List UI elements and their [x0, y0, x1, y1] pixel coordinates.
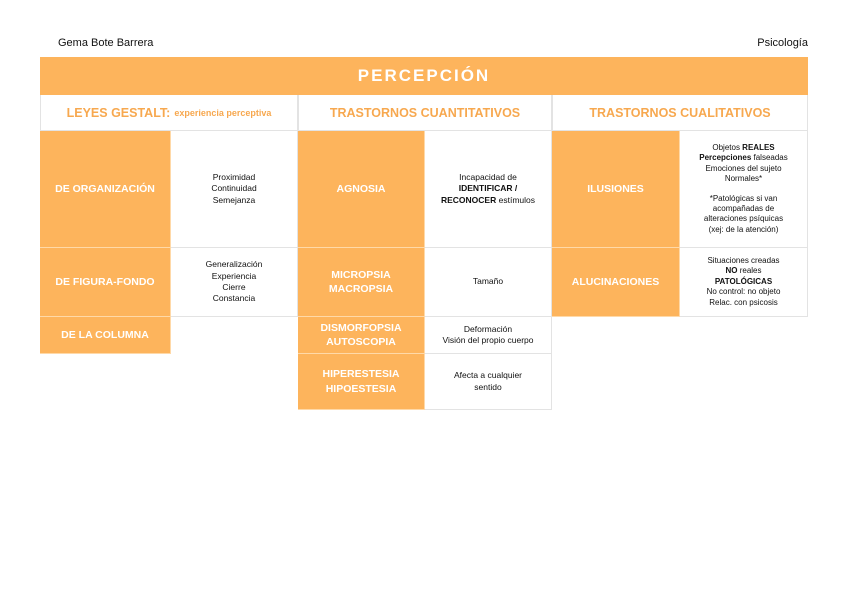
cuant-desc-hiperestesia — [425, 354, 552, 410]
gestalt-items-organizacion — [171, 131, 298, 248]
cual-desc-line: No control: no objeto — [706, 287, 781, 297]
cuant-label-agnosia: AGNOSIA — [298, 131, 425, 248]
cuant-label-line: MICROPSIA — [331, 268, 391, 281]
cuant-label-line: AUTOSCOPIA — [326, 336, 396, 348]
cuant-desc-line: Incapacidad de — [459, 171, 517, 182]
cual-desc-line: Relac. con psicosis — [709, 297, 778, 307]
cual-note-line: (xej: de la atención) — [708, 224, 779, 234]
cual-desc-alucinaciones — [680, 248, 808, 317]
page-title: PERCEPCIÓN — [40, 57, 808, 95]
cuant-desc-dismorfopsia — [425, 317, 552, 354]
cual-label-ilusiones: ILUSIONES — [552, 131, 680, 248]
gestalt-label-figura-fondo: DE FIGURA-FONDO — [40, 248, 171, 317]
cual-desc-ilusiones — [680, 131, 808, 248]
gestalt-item: Continuidad — [211, 183, 257, 194]
cual-note-line: *Patológicas si van — [709, 193, 778, 203]
gestalt-item: Generalización — [205, 259, 263, 270]
gestalt-item: Proximidad — [212, 171, 256, 182]
cual-desc-bold: NO — [725, 266, 738, 276]
cuant-desc-bold: IDENTIFICAR / — [458, 183, 518, 194]
gestalt-item: Cierre — [222, 282, 246, 292]
cuant-desc-line: Tamaño — [472, 276, 504, 287]
cual-desc-line: Objetos — [712, 142, 743, 152]
gestalt-item: Semejanza — [212, 194, 256, 205]
cual-desc-line: falseadas — [751, 153, 788, 163]
cuant-desc-tail: estímulos — [498, 194, 535, 205]
cual-note-line: acompañadas de — [712, 203, 775, 213]
section-cuantitativos-title: TRASTORNOS CUANTITATIVOS — [329, 105, 521, 120]
cuant-desc-line: sentido — [474, 381, 502, 392]
gestalt-item: Constancia — [212, 293, 256, 304]
cual-desc-line: Emociones del sujeto — [705, 163, 782, 173]
gestalt-label-organizacion: DE ORGANIZACIÓN — [40, 131, 171, 248]
cual-note-line: alteraciones psíquicas — [703, 214, 784, 224]
cuant-desc-line: Visión del propio cuerpo — [442, 335, 534, 345]
cuant-label-micropsia — [298, 248, 425, 317]
cuant-desc-agnosia — [425, 131, 552, 248]
cual-desc-line: reales — [737, 266, 762, 276]
cuant-label-line: HIPERESTESIA — [322, 368, 400, 381]
cuant-desc-micropsia — [425, 248, 552, 317]
cual-desc-bold: Percepciones — [699, 153, 752, 163]
cual-label-alucinaciones: ALUCINACIONES — [552, 248, 680, 317]
section-cualitativos-title: TRASTORNOS CUALITATIVOS — [589, 105, 771, 120]
gestalt-item: Experiencia — [211, 270, 257, 281]
cual-desc-line: Situaciones creadas — [707, 256, 780, 266]
author-name: Gema Bote Barrera — [58, 37, 154, 49]
section-gestalt-title: LEYES GESTALT: — [66, 105, 171, 120]
cuant-desc-line: Deformación — [463, 323, 513, 334]
section-gestalt-header — [40, 95, 298, 131]
section-gestalt-subtitle: experiencia perceptiva — [174, 107, 272, 118]
gestalt-label-columna: DE LA COLUMNA — [40, 317, 171, 354]
cuant-label-line: DISMORFOPSIA — [320, 321, 402, 334]
cuant-label-hiperestesia — [298, 354, 425, 410]
gestalt-items-figura-fondo — [171, 248, 298, 317]
section-cualitativos-header — [552, 95, 808, 131]
cuant-label-line: MACROPSIA — [328, 283, 394, 295]
cuant-label-dismorfopsia — [298, 317, 425, 354]
subject-name: Psicología — [757, 37, 808, 49]
cual-desc-bold: PATOLÓGICAS — [714, 276, 773, 286]
cuant-desc-bold: RECONOCER — [440, 194, 497, 205]
cual-desc-bold: REALES — [742, 142, 775, 152]
section-cuantitativos-header — [298, 95, 552, 131]
cuant-label-line: HIPOESTESIA — [325, 382, 397, 395]
cuant-desc-line: Afecta a cualquier — [453, 370, 523, 381]
cual-desc-line: Normales* — [724, 174, 763, 184]
